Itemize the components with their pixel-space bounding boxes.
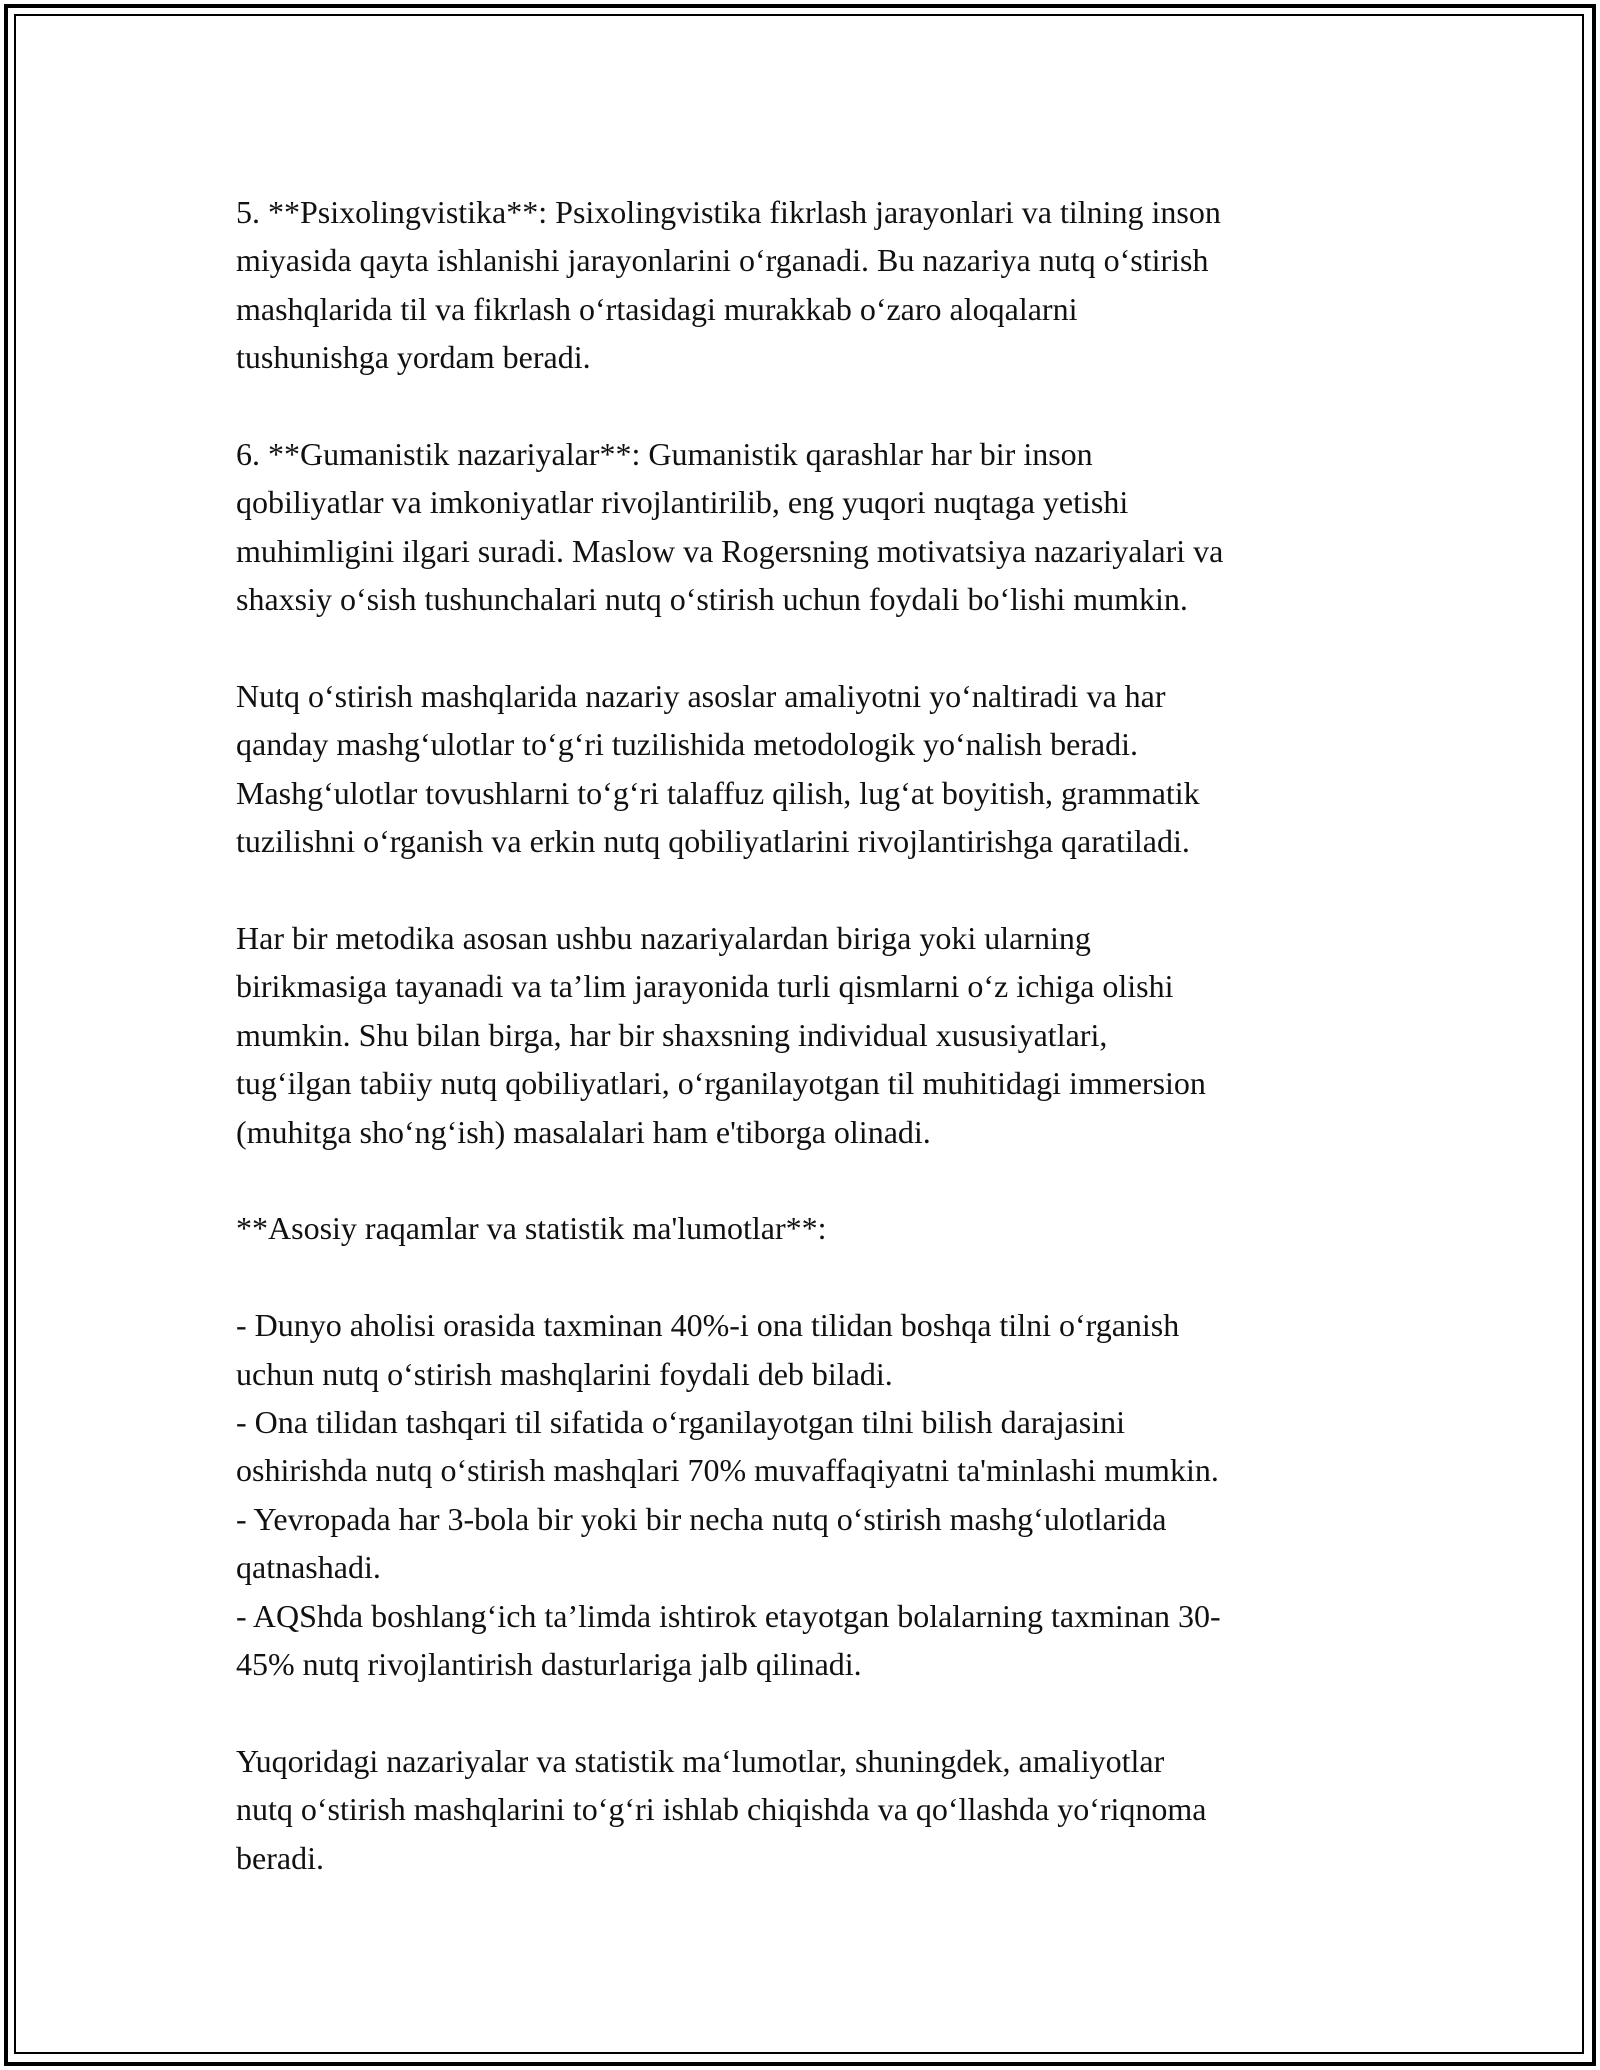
text-line: qanday mashg‘ulotlar to‘g‘ri tuzilishida metodologik yo‘nalish beradi. xyxy=(236,726,1139,763)
text-line: 6. **Gumanistik nazariyalar**: Gumanistik qarashlar har bir inson xyxy=(236,436,1093,473)
text-line: birikmasiga tayanadi va ta’lim jarayonida turli qismlarni o‘z ichiga olishi xyxy=(236,968,1174,1005)
section-heading-statistics xyxy=(236,1204,1386,1252)
text-line: mashqlarida til va fikrlash o‘rtasidagi murakkab o‘zaro aloqalarni xyxy=(236,290,1078,327)
text-line: - AQShda boshlang‘ich ta’limda ishtirok etayotgan bolalarning taxminan 30- xyxy=(236,1597,1221,1634)
text-line: beradi. xyxy=(236,1839,324,1876)
text-line: oshirishda nutq o‘stirish mashqlari 70% muvaffaqiyatni ta'minlashi mumkin. xyxy=(236,1452,1219,1489)
text-line: tushunishga yordam beradi. xyxy=(236,339,591,376)
paragraph-gumanistik xyxy=(236,430,1386,624)
text-line: muhimligini ilgari suradi. Maslow va Rogersning motivatsiya nazariyalari va xyxy=(236,532,1224,569)
text-line: miyasida qayta ishlanishi jarayonlarini o‘rganadi. Bu nazariya nutq o‘stirish xyxy=(236,242,1209,279)
paragraph-psixolingvistika xyxy=(236,188,1386,382)
paragraph-conclusion xyxy=(236,1737,1386,1882)
text-line: - Ona tilidan tashqari til sifatida o‘rganilayotgan tilni bilish darajasini xyxy=(236,1404,1125,1441)
text-line: Har bir metodika asosan ushbu nazariyalardan biriga yoki ularning xyxy=(236,920,1091,957)
text-line: Yuqoridagi nazariyalar va statistik ma‘lumotlar, shuningdek, amaliyotlar xyxy=(236,1742,1165,1779)
paragraph-nazariy-asoslar xyxy=(236,672,1386,866)
paragraph-metodika xyxy=(236,914,1386,1156)
text-line: uchun nutq o‘stirish mashqlarini foydali deb biladi. xyxy=(236,1355,893,1392)
text-line: qatnashadi. xyxy=(236,1549,381,1586)
text-line: Mashg‘ulotlar tovushlarni to‘g‘ri talaffuz qilish, lug‘at boyitish, grammatik xyxy=(236,774,1200,811)
text-line: shaxsiy o‘sish tushunchalari nutq o‘stirish uchun foydali bo‘lishi mumkin. xyxy=(236,581,1188,618)
text-line: **Asosiy raqamlar va statistik ma'lumotlar**: xyxy=(236,1210,827,1247)
text-line: - Yevropada har 3-bola bir yoki bir necha nutq o‘stirish mashg‘ulotlarida xyxy=(236,1500,1167,1537)
text-line: - Dunyo aholisi orasida taxminan 40%-i ona tilidan boshqa tilni o‘rganish xyxy=(236,1307,1180,1344)
text-line: mumkin. Shu bilan birga, har bir shaxsning individual xususiyatlari, xyxy=(236,1016,1108,1053)
text-line: tug‘ilgan tabiiy nutq qobiliyatlari, o‘rganilayotgan til muhitidagi immersion xyxy=(236,1065,1206,1102)
text-line: qobiliyatlar va imkoniyatlar rivojlantirilib, eng yuqori nuqtaga yetishi xyxy=(236,484,1129,521)
text-line: Nutq o‘stirish mashqlarida nazariy asoslar amaliyotni yo‘naltiradi va har xyxy=(236,678,1166,715)
text-line: tuzilishni o‘rganish va erkin nutq qobiliyatlarini rivojlantirishga qaratiladi. xyxy=(236,823,1190,860)
text-line: 45% nutq rivojlantirish dasturlariga jalb qilinadi. xyxy=(236,1646,862,1683)
text-line: 5. **Psixolingvistika**: Psixolingvistika fikrlash jarayonlari va tilning inson xyxy=(236,194,1221,230)
text-line: (muhitga sho‘ng‘ish) masalalari ham e'tiborga olinadi. xyxy=(236,1113,931,1150)
document-body xyxy=(236,188,1386,1882)
text-line: nutq o‘stirish mashqlarini to‘g‘ri ishlab chiqishda va qo‘llashda yo‘riqnoma xyxy=(236,1791,1207,1828)
statistics-list xyxy=(236,1301,1386,1688)
